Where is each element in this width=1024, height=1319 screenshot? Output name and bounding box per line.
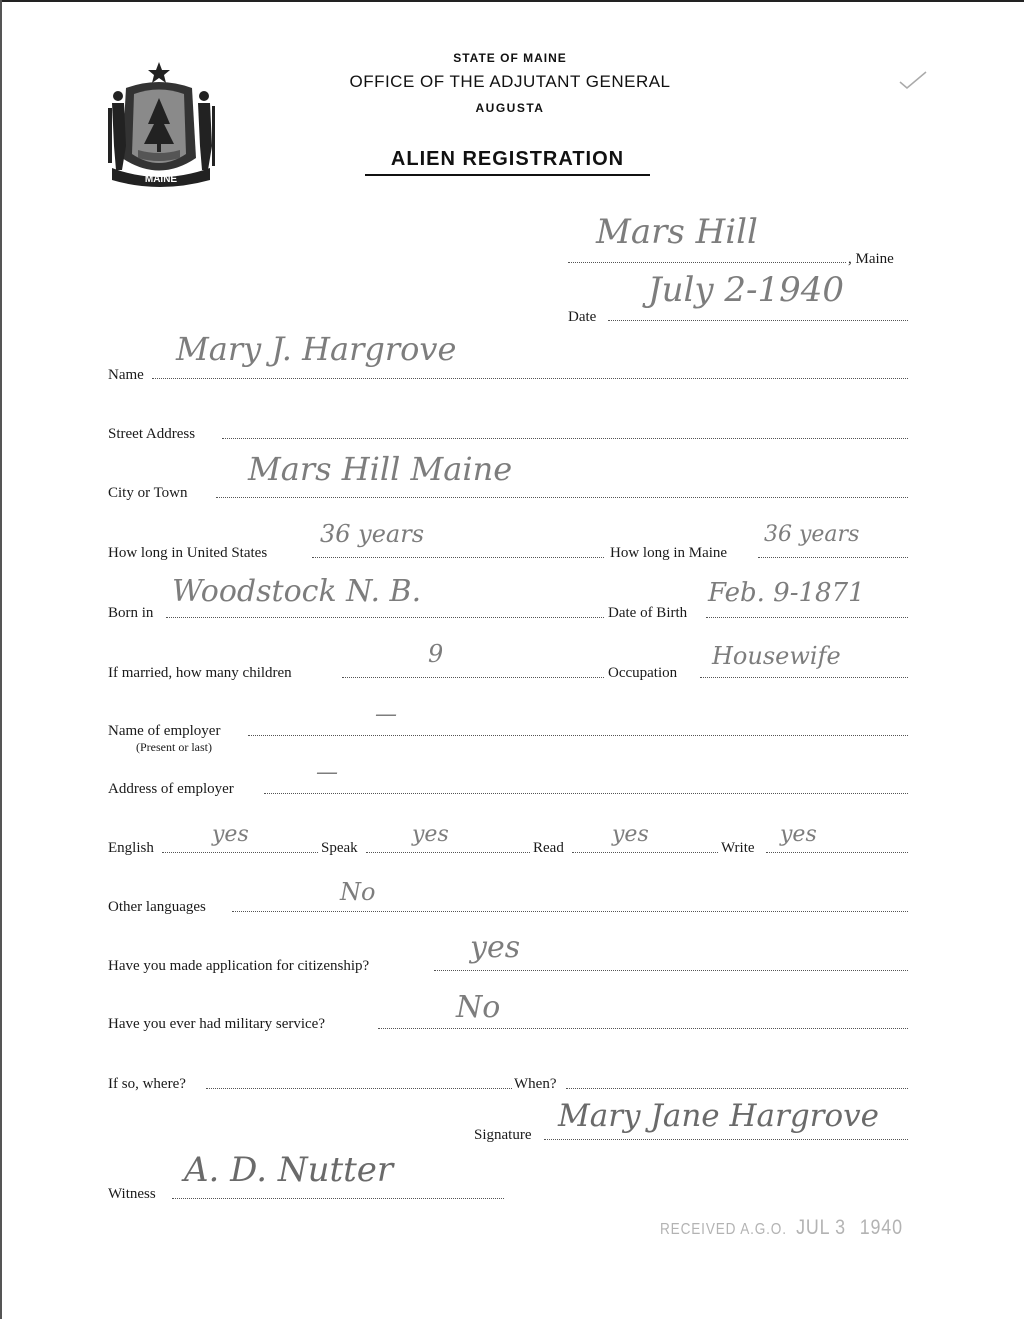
- signature-line: [544, 1139, 908, 1140]
- scan-edge-left: [0, 0, 2, 1319]
- name-value: Mary J. Hargrove: [176, 330, 457, 368]
- check-mark-icon: [898, 70, 928, 90]
- city-value: Mars Hill Maine: [248, 450, 513, 488]
- military-label: Have you ever had military service?: [108, 1016, 325, 1032]
- stamp-month: JUL: [796, 1216, 831, 1239]
- dob-line: [706, 617, 908, 618]
- date-label: Date: [568, 309, 597, 325]
- write-value: yes: [780, 822, 817, 847]
- english-value: yes: [212, 822, 249, 847]
- header-city: AUGUSTA: [475, 101, 545, 115]
- maine-long-line: [758, 557, 908, 558]
- employer-label: Name of employer: [108, 723, 221, 739]
- english-label: English: [108, 840, 154, 856]
- english-line: [162, 852, 318, 853]
- us-value: 36 years: [320, 520, 425, 548]
- street-label: Street Address: [108, 426, 196, 442]
- witness-value: A. D. Nutter: [184, 1150, 394, 1190]
- employer-sublabel: (Present or last): [136, 740, 212, 754]
- read-value: yes: [612, 822, 649, 847]
- city-label: City or Town: [108, 485, 188, 501]
- maine-label: , Maine: [848, 251, 894, 267]
- us-line: [312, 557, 604, 558]
- occupation-value: Housewife: [712, 642, 841, 670]
- dob-value: Feb. 9-1871: [708, 578, 865, 608]
- svg-text:MAINE: MAINE: [144, 174, 178, 185]
- employer-value: —: [375, 702, 397, 727]
- name-label: Name: [108, 367, 144, 383]
- us-label: How long in United States: [108, 545, 268, 561]
- when-label: When?: [514, 1076, 557, 1092]
- military-value: No: [456, 990, 501, 1025]
- married-label: If married, how many children: [108, 665, 292, 681]
- employer-address-line: [264, 793, 908, 794]
- when-line: [566, 1088, 908, 1089]
- citizenship-label: Have you made application for citizenship?: [108, 958, 370, 974]
- other-languages-line: [232, 911, 908, 912]
- street-line: [222, 438, 908, 439]
- date-line: [608, 320, 908, 321]
- occupation-line: [700, 677, 908, 678]
- name-line: [152, 378, 908, 379]
- other-languages-label: Other languages: [108, 899, 206, 915]
- occupation-label: Occupation: [608, 665, 678, 681]
- scan-edge-top: [0, 0, 1024, 2]
- town-line: [568, 262, 846, 263]
- born-value: Woodstock N. B.: [172, 574, 422, 609]
- received-stamp: [660, 1216, 903, 1240]
- stamp-year: 1940: [859, 1216, 903, 1239]
- stamp-received: RECEIVED A.G.O.: [660, 1221, 787, 1238]
- write-line: [766, 852, 908, 853]
- maine-long-label: How long in Maine: [610, 545, 728, 561]
- born-line: [166, 617, 604, 618]
- where-label: If so, where?: [108, 1076, 186, 1092]
- married-line: [342, 677, 604, 678]
- employer-line: [248, 735, 908, 736]
- header-state: STATE OF MAINE: [453, 51, 567, 65]
- citizenship-line: [434, 970, 908, 971]
- witness-line: [172, 1198, 504, 1199]
- dob-label: Date of Birth: [608, 605, 688, 621]
- speak-label: Speak: [321, 840, 358, 856]
- speak-line: [366, 852, 530, 853]
- where-line: [206, 1088, 512, 1089]
- other-languages-value: No: [340, 878, 376, 906]
- employer-address-value: —: [316, 760, 338, 785]
- speak-value: yes: [412, 822, 449, 847]
- maine-long-value: 36 years: [764, 522, 860, 547]
- form-title: ALIEN REGISTRATION: [365, 148, 650, 176]
- citizenship-value: yes: [470, 930, 521, 965]
- date-value: July 2-1940: [648, 270, 845, 310]
- city-line: [216, 497, 908, 498]
- employer-address-label: Address of employer: [108, 781, 234, 797]
- town-value: Mars Hill: [596, 212, 758, 252]
- children-value: 9: [428, 640, 444, 668]
- signature-value: Mary Jane Hargrove: [558, 1098, 880, 1134]
- born-label: Born in: [108, 605, 154, 621]
- witness-label: Witness: [108, 1186, 156, 1202]
- write-label: Write: [721, 840, 755, 856]
- signature-label: Signature: [474, 1127, 532, 1143]
- header-office: OFFICE OF THE ADJUTANT GENERAL: [349, 72, 671, 91]
- stamp-day: 3: [835, 1216, 846, 1239]
- read-label: Read: [533, 840, 564, 856]
- military-line: [378, 1028, 908, 1029]
- read-line: [572, 852, 718, 853]
- maine-state-seal: [104, 58, 224, 188]
